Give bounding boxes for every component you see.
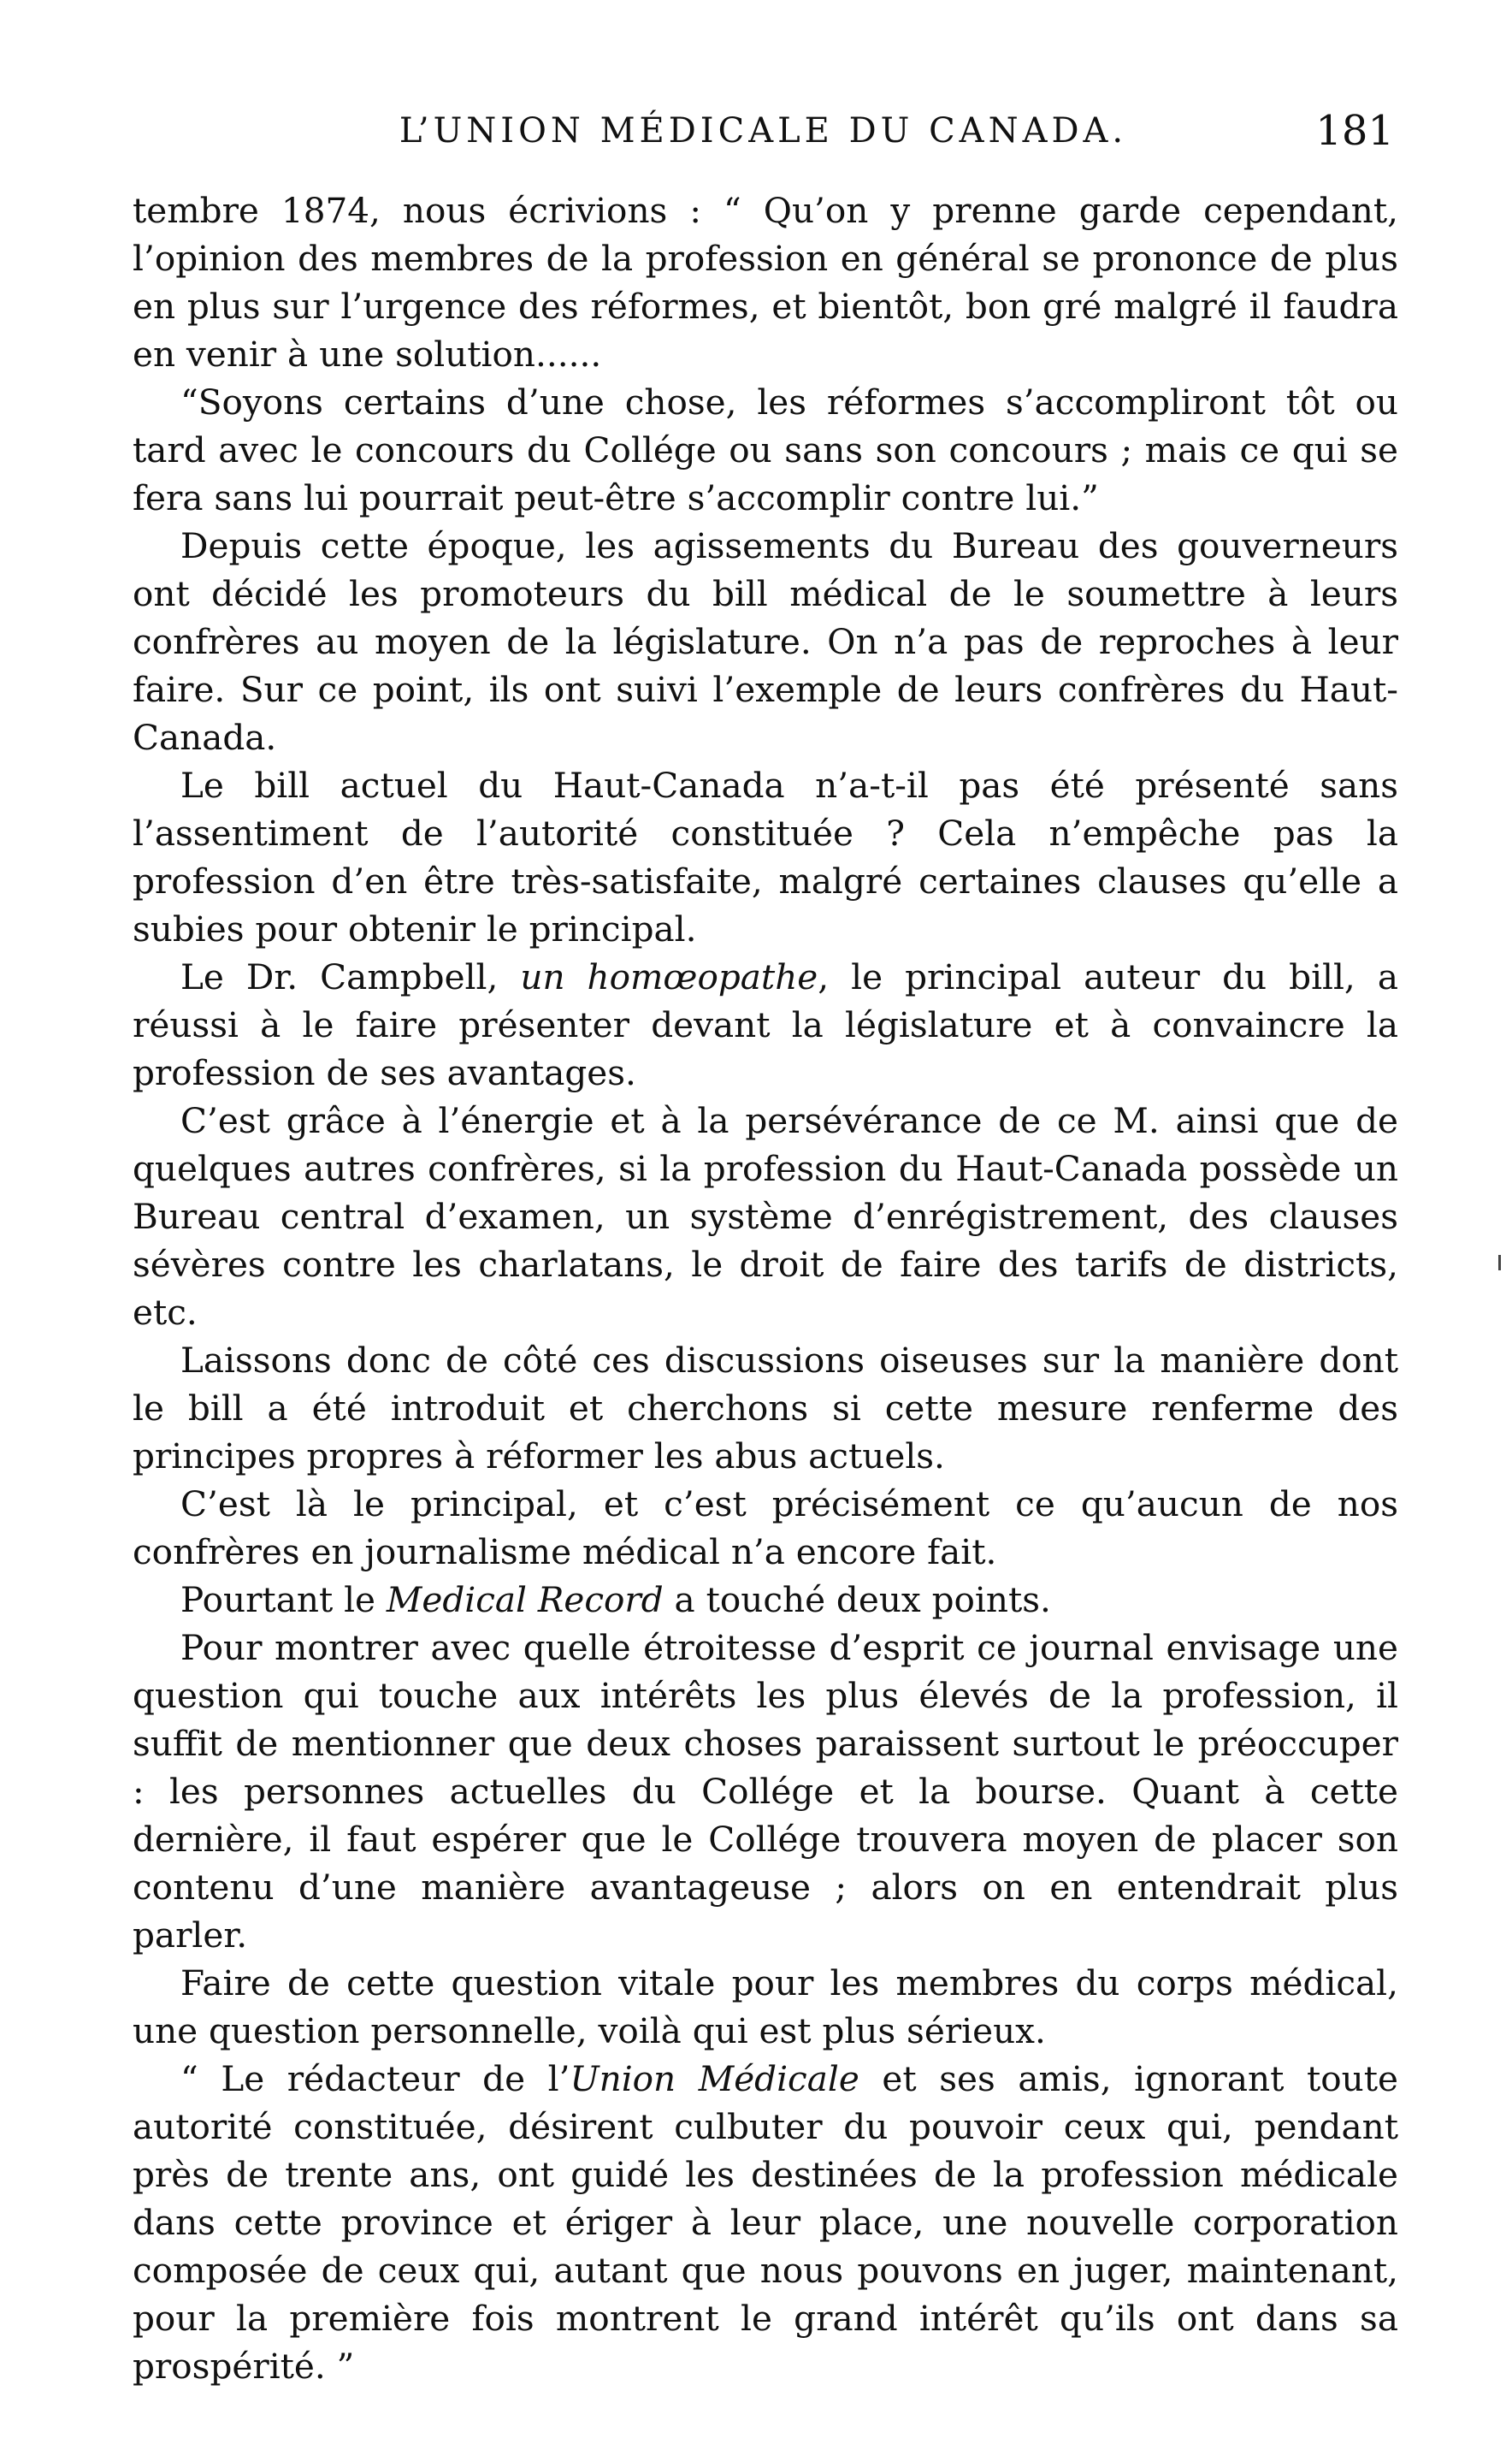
paragraph-9 xyxy=(133,1576,1398,1624)
paragraph-5-italic: un homœopathe xyxy=(520,956,818,997)
paragraph-7: Laissons donc de côté ces discussions oiseuses sur la manière dont le bill a été introduit et cherchons si cette mesure renferme des principes propres à réformer les abus actuels. xyxy=(133,1340,1398,1476)
page-number: 181 xyxy=(1315,107,1394,155)
paragraph-12-italic: Union Médicale xyxy=(570,2058,859,2099)
article-body xyxy=(133,186,1398,2390)
paragraph-9-italic: Medical Record xyxy=(386,1579,664,1620)
paragraph-10: Pour montrer avec quelle étroitesse d’esprit ce journal envisage une question qui touche aux intérêts les plus élevés de la profession, il suffit de mentionner que deux choses paraissent surtout le préoccuper : les personnes actuelles du Collége et la bourse. Quant à cette dernière, il faut espérer que le Collége trouvera moyen de placer son contenu d’une manière avantageuse ; alors on en entendrait plus parler. xyxy=(133,1627,1398,1956)
paragraph-1: tembre 1874, nous écrivions : “ Qu’on y prenne garde cependant, l’opinion des membres de la profession en général se prononce de plus en plus sur l’urgence des réformes, et bientôt, bon gré malgré il faudra en venir à une solution...... xyxy=(133,190,1398,375)
paragraph-9-text-b: a touché deux points. xyxy=(663,1579,1051,1620)
paragraph-11: Faire de cette question vitale pour les membres du corps médical, une question personnelle, voilà qui est plus sérieux. xyxy=(133,1962,1398,2051)
paragraph-3: Depuis cette époque, les agissements du Bureau des gouverneurs ont décidé les promoteurs du bill médical de le soumettre à leurs confrères au moyen de la législature. On n’a pas de reproches à leur faire. Sur ce point, ils ont suivi l’exemple de leurs confrères du Haut-Canada. xyxy=(133,525,1398,758)
paragraph-4: Le bill actuel du Haut-Canada n’a-t-il pas été présenté sans l’assentiment de l’autorité constituée ? Cela n’empêche pas la profession d’en être très-satisfaite, malgré certaines clauses qu’elle a subies pour obtenir le principal. xyxy=(133,765,1398,950)
running-header xyxy=(133,101,1394,161)
paragraph-9-text-a: Pourtant le xyxy=(180,1579,387,1620)
paragraph-12 xyxy=(133,2055,1398,2390)
paragraph-5-text-b: , le principal auteur du bill, a réussi à le faire présenter devant la législature et à convaincre la profession de ses avantages. xyxy=(133,956,1398,1093)
paragraph-5 xyxy=(133,953,1398,1097)
paragraph-12-text-a: “ Le rédacteur de l’ xyxy=(180,2058,570,2099)
paragraph-2: “Soyons certains d’une chose, les réformes s’accompliront tôt ou tard avec le concours du Collége ou sans son concours ; mais ce qui se fera sans lui pourrait peut-être s’accomplir contre lui.” xyxy=(133,382,1398,518)
running-title: L’UNION MÉDICALE DU CANADA. xyxy=(399,111,1128,151)
paragraph-6: C’est grâce à l’énergie et à la persévérance de ce M. ainsi que de quelques autres confrères, si la profession du Haut-Canada possède un Bureau central d’examen, un système d’enrégistrement, des clauses sévères contre les charlatans, le droit de faire des tarifs de districts, etc. xyxy=(133,1100,1398,1333)
paragraph-8: C’est là le principal, et c’est précisément ce qu’aucun de nos confrères en journalisme médical n’a encore fait. xyxy=(133,1483,1398,1572)
paragraph-12-text-b: et ses amis, ignorant toute autorité constituée, désirent culbuter du pouvoir ceux qui, pendant près de trente ans, ont guidé les destinées de la profession médicale dans cette province et ériger à leur place, une nouvelle corporation composée de ceux qui, autant que nous pouvons en juger, maintenant, pour la première fois montrent le grand intérêt qu’ils ont dans sa prospérité. ” xyxy=(133,2058,1398,2387)
margin-mark xyxy=(1498,1255,1501,1270)
paragraph-5-text-a: Le Dr. Campbell, xyxy=(180,956,521,997)
